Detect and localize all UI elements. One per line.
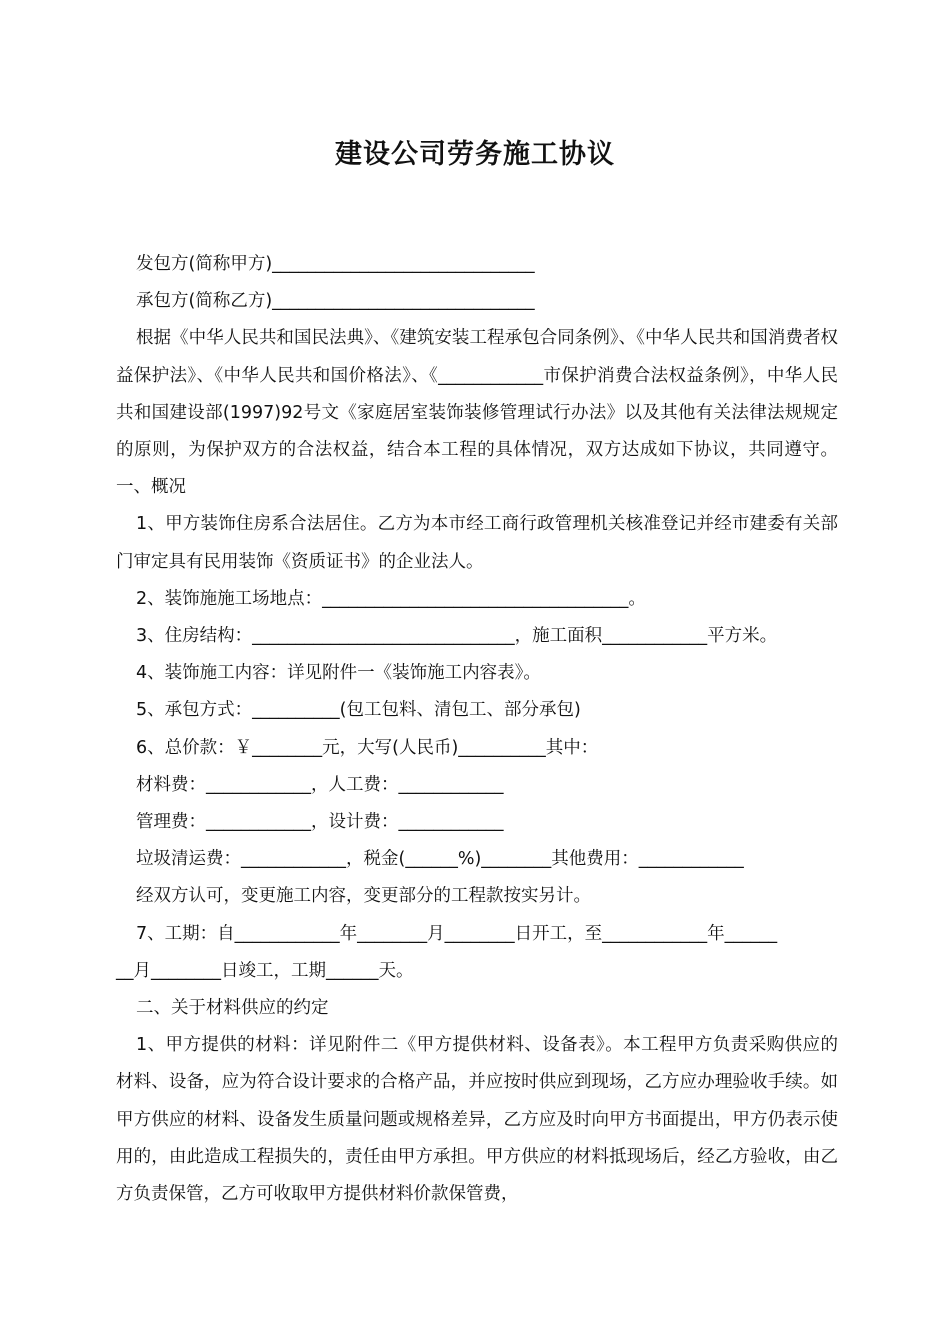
item-4-line: 4、装饰施工内容：详见附件一《装饰施工内容表》。 [136, 663, 541, 684]
item-2-line: 2、装饰施施工场地点：___________________________________。 [136, 588, 646, 609]
item-7-line-1: 7、工期：自____________年________月________日开工，至____________年______ [136, 923, 778, 944]
item-1-paragraph: 1、甲方装饰住房系合法居住。乙方为本市经工商行政管理机关核准登记并经市建委有关部门审定具有民用装饰《资质证书》的企业法人。 [116, 514, 838, 572]
item-3-line: 3、住房结构：______________________________，施工面积____________平方米。 [136, 626, 778, 647]
document-title: 建设公司劳务施工协议 [335, 139, 615, 170]
fee-line-management: 管理费：____________，设计费：____________ [136, 812, 504, 833]
change-note-line: 经双方认可，变更施工内容，变更部分的工程款按实另计。 [136, 886, 591, 907]
party-a-line: 发包方(简称甲方)______________________________ [136, 254, 535, 274]
section-2-item-1-paragraph: 1、甲方提供的材料：详见附件二《甲方提供材料、设备表》。本工程甲方负责采购供应的材料、设备，应为符合设计要求的合格产品，并应按时供应到现场，乙方应办理验收手续。如甲方供应的材料、设备发生质量问题或规格差异，乙方应及时向甲方书面提出，甲方仍表示使用的，由此造成工程损失的，责任由甲方承担。甲方供应的材料抵现场后，经乙方验收，由乙方负责保管，乙方可收取甲方提供材料价款保管费， [116, 1035, 838, 1205]
item-5-line: 5、承包方式：__________(包工包料、清包工、部分承包) [136, 700, 581, 721]
section-2-heading: 二、关于材料供应的约定 [136, 998, 329, 1019]
document-body [116, 246, 838, 1213]
fee-line-materials: 材料费：____________，人工费：____________ [136, 774, 504, 795]
fee-line-garbage: 垃圾清运费：____________，税金(______%)________其他费用：____________ [136, 849, 744, 870]
intro-paragraph: 根据《中华人民共和国民法典》、《建筑安装工程承包合同条例》、《中华人民共和国消费者权益保护法》、《中华人民共和国价格法》、《____________市保护消费合法权益条例》，中华人民共和国建设部(1997)92号文《家庭居室装饰装修管理试行办法》以及其他有关法律法规规定的原则，为保护双方的合法权益，结合本工程的具体情况，双方达成如下协议，共同遵守。一、概况 [116, 328, 838, 498]
item-6-line: 6、总价款：￥________元，大写(人民币)__________其中： [136, 737, 599, 758]
party-b-line: 承包方(简称乙方)______________________________ [136, 291, 535, 312]
item-7-line-2: __月________日竣工，工期______天。 [116, 960, 414, 981]
